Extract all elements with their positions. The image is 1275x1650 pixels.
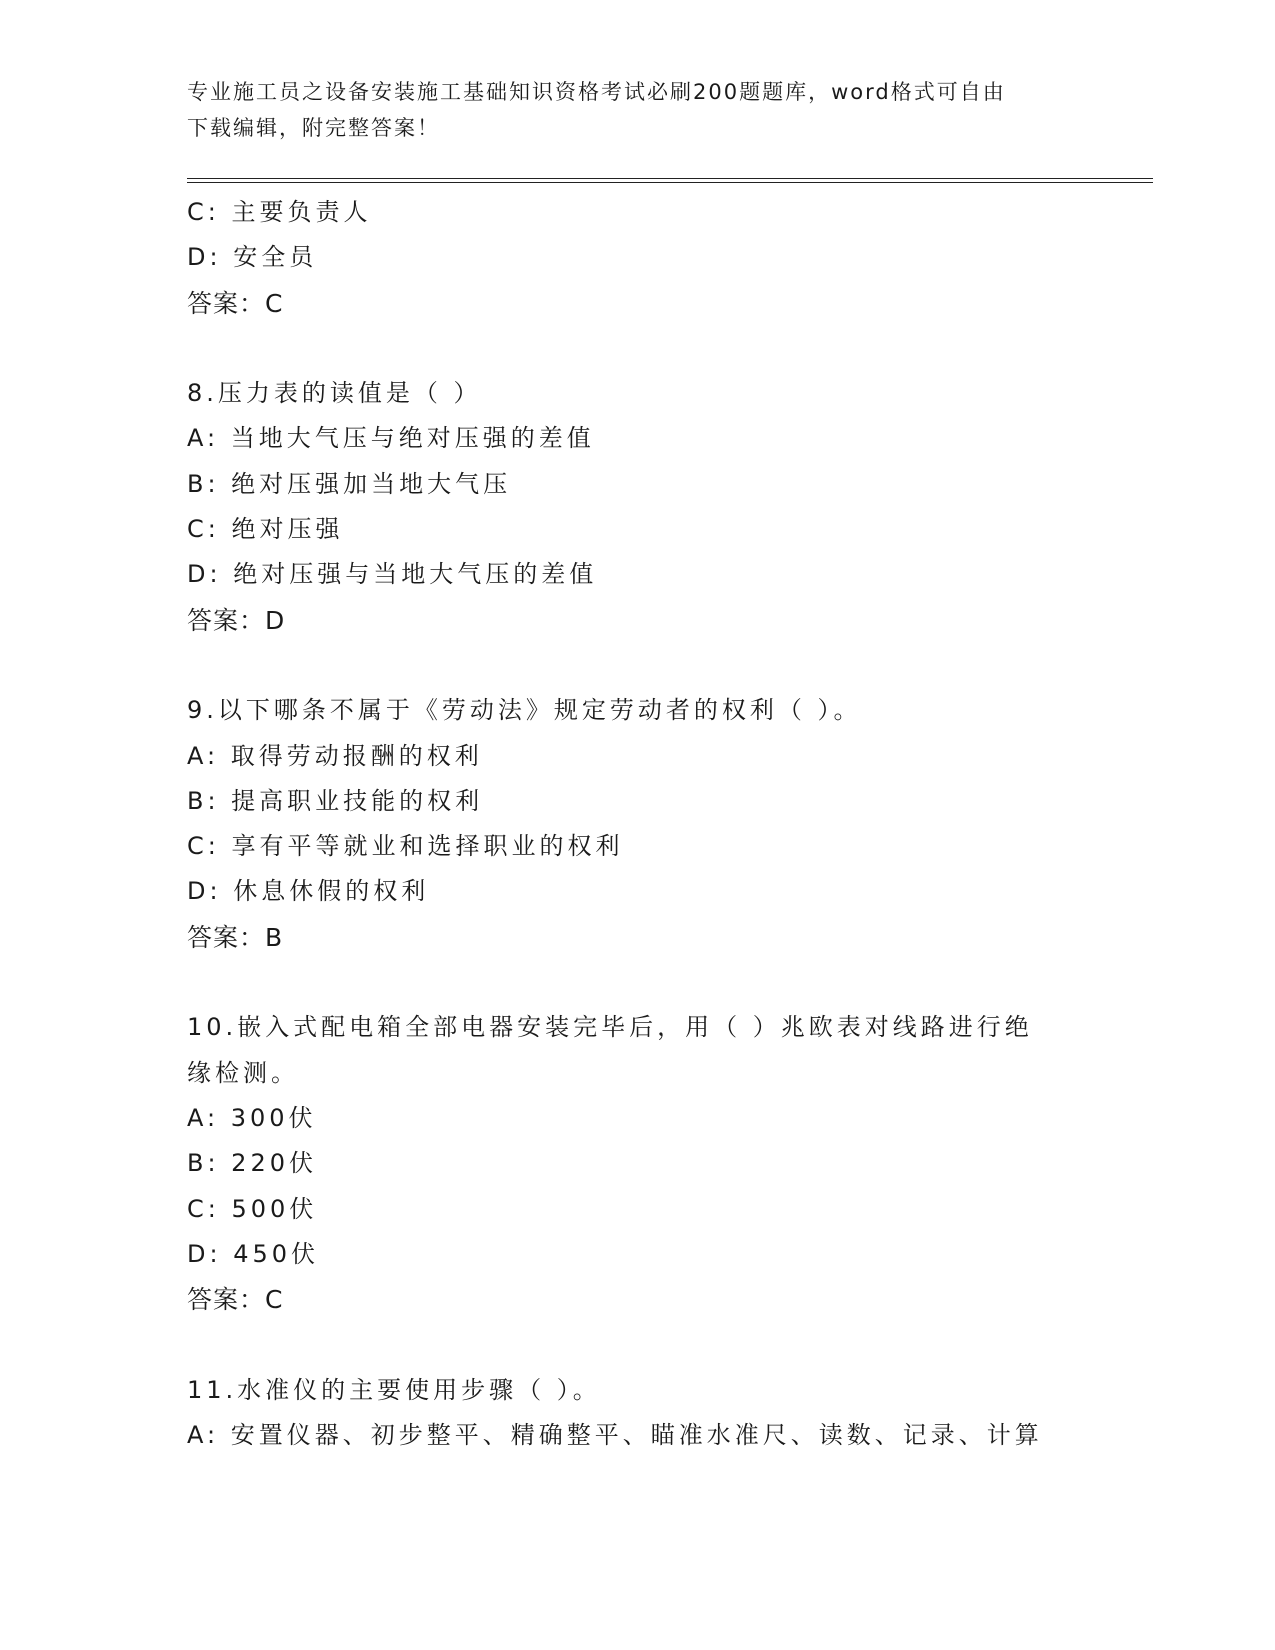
option-c: C: 绝对压强 bbox=[187, 515, 344, 544]
answer: 答案：D bbox=[187, 605, 286, 635]
option-b: B: 220伏 bbox=[187, 1149, 317, 1178]
question-11 bbox=[187, 1368, 1087, 1459]
question-stem: 8.压力表的读值是（ ） bbox=[187, 379, 482, 408]
option-a: A: 取得劳动报酬的权利 bbox=[187, 741, 483, 770]
option-d: D: 绝对压强与当地大气压的差值 bbox=[187, 560, 598, 589]
option-a: A: 300伏 bbox=[187, 1103, 317, 1132]
spacer bbox=[187, 326, 1087, 371]
option-a: A: 当地大气压与绝对压强的差值 bbox=[187, 424, 595, 453]
answer: 答案：C bbox=[187, 1285, 284, 1315]
answer: 答案：B bbox=[187, 922, 284, 952]
option-d: D: 安全员 bbox=[187, 243, 318, 272]
question-stem: 11.水准仪的主要使用步骤（ ）。 bbox=[187, 1375, 601, 1404]
question-8 bbox=[187, 371, 1087, 643]
header-divider bbox=[187, 178, 1153, 183]
document-header bbox=[187, 74, 1067, 146]
header-line-2: 下载编辑，附完整答案！ bbox=[187, 116, 440, 140]
question-10 bbox=[187, 1005, 1087, 1322]
question-stem: 9.以下哪条不属于《劳动法》规定劳动者的权利（ ）。 bbox=[187, 696, 862, 725]
question-list bbox=[187, 190, 1087, 1458]
option-c: C: 500伏 bbox=[187, 1194, 318, 1223]
option-c: C: 享有平等就业和选择职业的权利 bbox=[187, 832, 624, 861]
question-7 bbox=[187, 190, 1087, 326]
option-d: D: 休息休假的权利 bbox=[187, 877, 430, 906]
answer: 答案：C bbox=[187, 288, 284, 318]
option-b: B: 绝对压强加当地大气压 bbox=[187, 469, 512, 498]
question-stem-line-2: 缘检测。 bbox=[187, 1058, 299, 1087]
option-b: B: 提高职业技能的权利 bbox=[187, 786, 484, 815]
spacer bbox=[187, 643, 1087, 688]
option-d: D: 450伏 bbox=[187, 1239, 320, 1268]
header-line-1: 专业施工员之设备安装施工基础知识资格考试必刷200题题库，word格式可自由 bbox=[187, 80, 1006, 104]
spacer bbox=[187, 960, 1087, 1005]
option-a: A: 安置仪器、初步整平、精确整平、瞄准水准尺、读数、记录、计算 bbox=[187, 1421, 1043, 1450]
question-9 bbox=[187, 688, 1087, 960]
option-c: C: 主要负责人 bbox=[187, 198, 372, 226]
question-stem-line-1: 10.嵌入式配电箱全部电器安装完毕后，用（ ）兆欧表对线路进行绝 bbox=[187, 1013, 1033, 1042]
spacer bbox=[187, 1322, 1087, 1367]
